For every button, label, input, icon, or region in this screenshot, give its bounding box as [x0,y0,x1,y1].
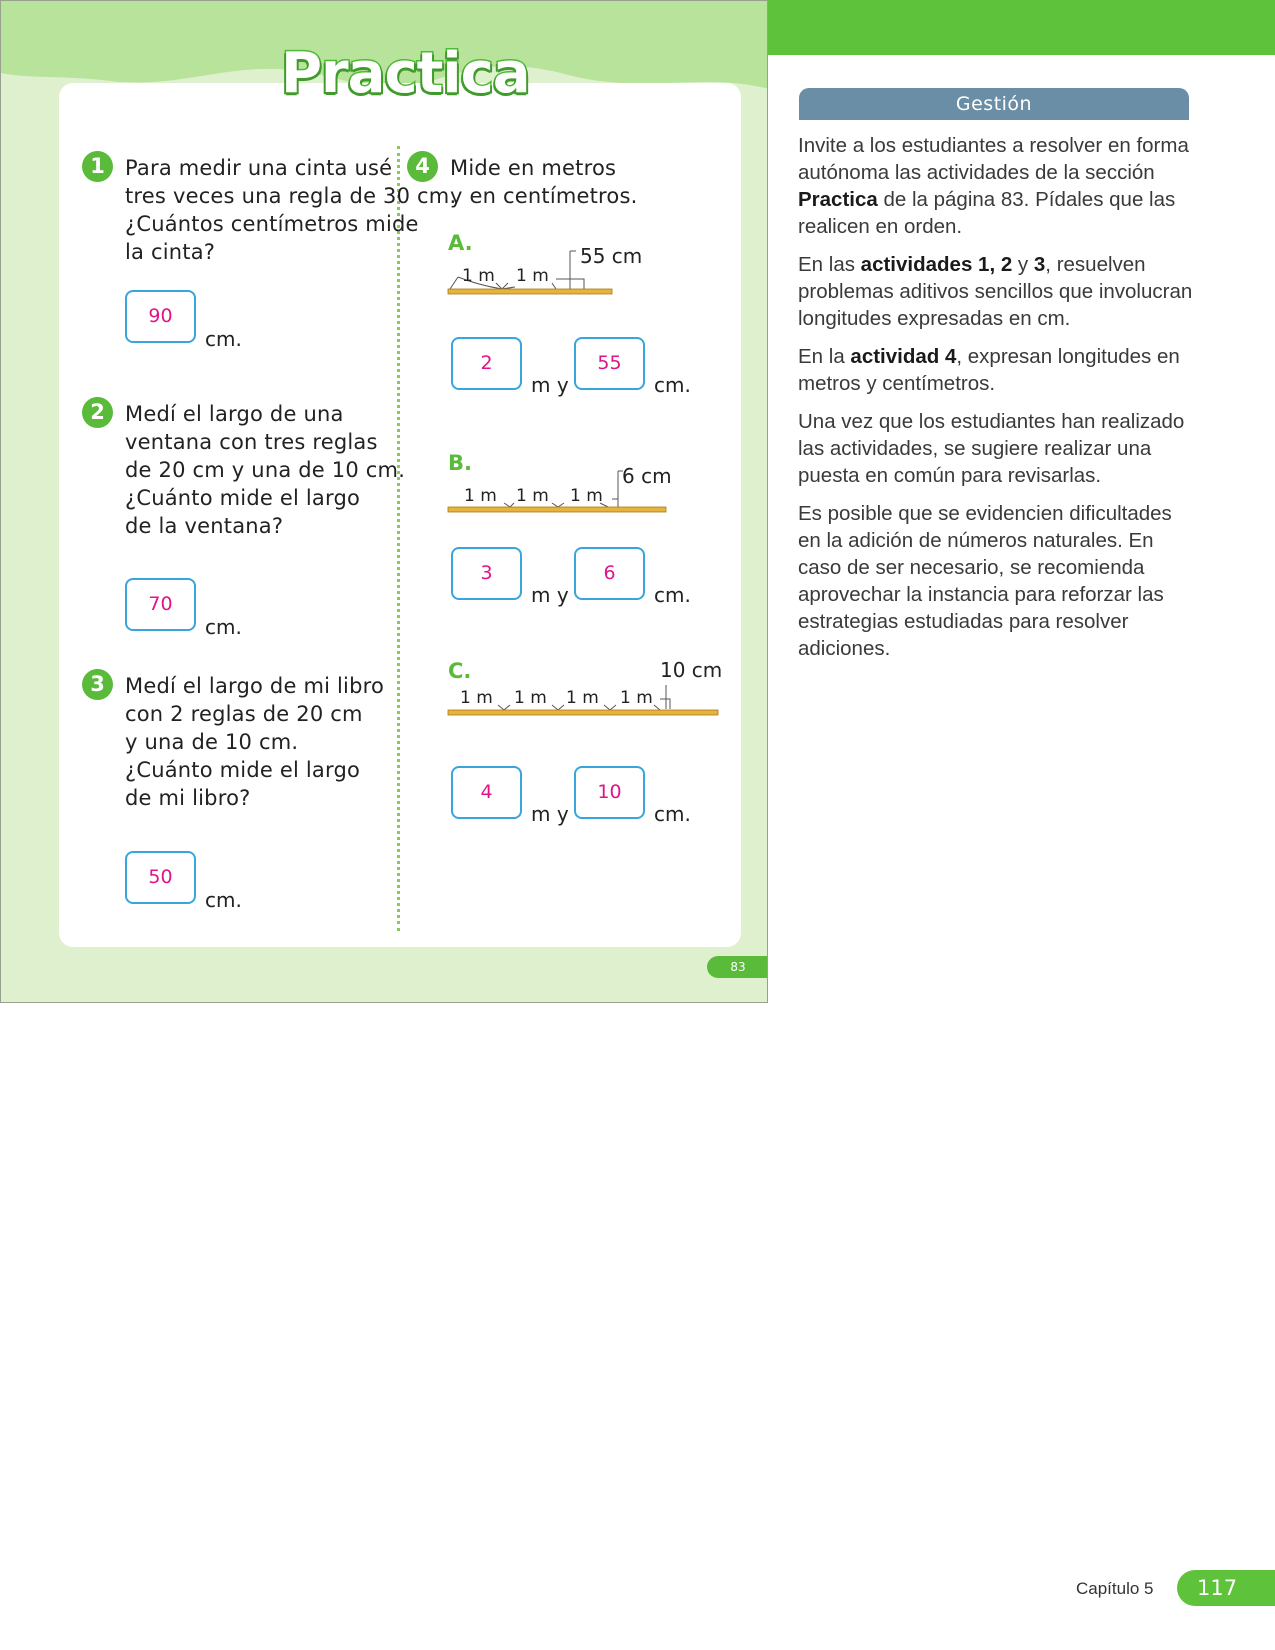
question-1-text: Para medir una cinta usé tres veces una regla de 30 cm. ¿Cuántos centímetros mide la cinta? [125,156,457,264]
guide-paragraph-3: En la actividad 4, expresan longitudes en metros y centímetros. [798,345,1180,395]
question-4-text: Mide en metros y en centímetros. [450,156,638,208]
item-a-cm-box[interactable]: 55 [574,337,645,390]
item-c-label: C. [448,659,472,683]
question-2-unit: cm. [205,615,242,639]
ruler-b-extra-label: 6 cm [622,464,672,488]
guide-paragraph-4: Una vez que los estudiantes han realizado las actividades, se sugiere realizar una puesta en común para revisarlas. [798,410,1185,487]
student-page [0,0,768,1003]
item-a-unit: cm. [654,373,691,397]
student-page-number: 83 [707,956,768,978]
question-4-number: 4 [407,151,438,182]
gestion-header: Gestión [799,88,1189,120]
item-b-unit: cm. [654,583,691,607]
ruler-c-extra-label: 10 cm [660,658,723,682]
item-b-meters-box[interactable]: 3 [451,547,522,600]
ruler-c-seg3: 1 m [566,688,599,708]
page-title: Practica [281,41,530,106]
item-a-meters-box[interactable]: 2 [451,337,522,390]
ruler-c-seg1: 1 m [460,688,493,708]
question-3-unit: cm. [205,888,242,912]
question-1-number: 1 [82,151,113,182]
ruler-c-seg2: 1 m [514,688,547,708]
item-c-cm-box[interactable]: 10 [574,766,645,819]
item-a-label: A. [448,231,473,255]
item-a-and: m y [531,373,569,397]
teacher-guide-text [798,132,1198,673]
guide-paragraph-1: Invite a los estudiantes a resolver en forma autónoma las actividades de la sección Practica de la página 83. Pídales que las realicen en orden. [798,134,1189,238]
ruler-b-seg1: 1 m [464,486,497,506]
question-1-answer-box[interactable]: 90 [125,290,196,343]
ruler-a-extra-label: 55 cm [580,244,643,268]
question-2-answer-box[interactable]: 70 [125,578,196,631]
ruler-diagram-a [448,241,643,303]
ruler-diagram-c [448,659,728,721]
item-c-unit: cm. [654,802,691,826]
ruler-diagram-b [448,459,672,521]
footer-chapter: Capítulo 5 [1076,1579,1154,1598]
footer-page-number: 117 [1177,1570,1275,1606]
item-c-meters-box[interactable]: 4 [451,766,522,819]
ruler-b-seg2: 1 m [516,486,549,506]
question-2-number: 2 [82,397,113,428]
ruler-b-seg3: 1 m [570,486,603,506]
question-1-unit: cm. [205,327,242,351]
item-b-cm-box[interactable]: 6 [574,547,645,600]
question-3-answer-box[interactable]: 50 [125,851,196,904]
ruler-c-seg4: 1 m [620,688,653,708]
item-b-and: m y [531,583,569,607]
guide-paragraph-5: Es posible que se evidencien dificultades en la adición de números naturales. En caso de ser necesario, se recomienda aprovechar la instancia para reforzar las estrategias estudiadas para resolver adiciones. [798,502,1172,660]
item-c-and: m y [531,802,569,826]
guide-paragraph-2: En las actividades 1, 2 y 3, resuelven problemas aditivos sencillos que involucran longitudes expresadas en cm. [798,253,1193,330]
top-green-band [768,0,1275,55]
question-3-text: Medí el largo de mi libro con 2 reglas de 20 cm y una de 10 cm. ¿Cuánto mide el largo de mi libro? [125,674,385,810]
ruler-a-seg2: 1 m [516,266,549,286]
ruler-a-seg1: 1 m [462,266,495,286]
question-3-number: 3 [82,669,113,700]
question-2-text: Medí el largo de una ventana con tres reglas de 20 cm y una de 10 cm. ¿Cuánto mide el largo de la ventana? [125,402,406,538]
item-b-label: B. [448,451,472,475]
